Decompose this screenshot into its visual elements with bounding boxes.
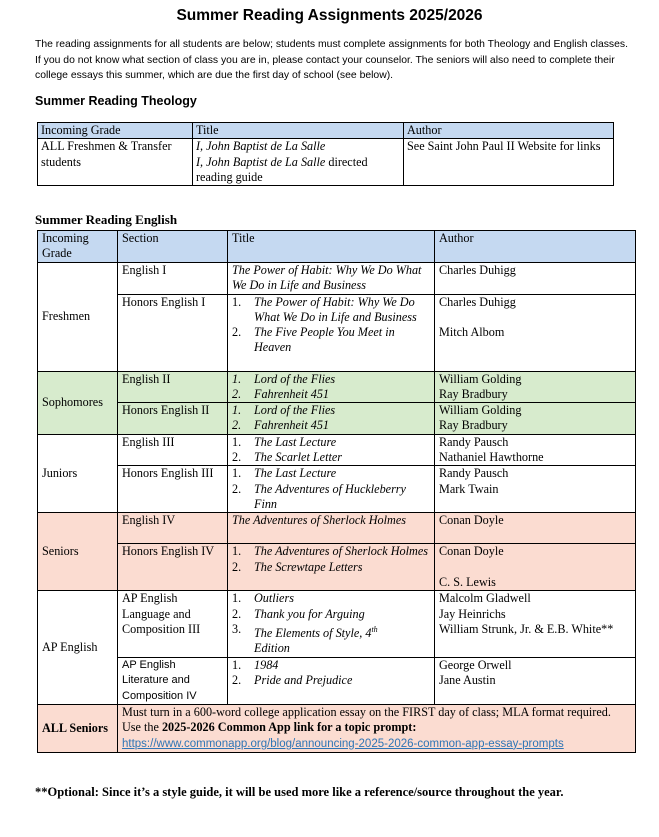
- english-header-section: Section: [118, 231, 228, 263]
- list-item: 2. Fahrenheit 451: [232, 386, 330, 401]
- list-item: 1. Outliers: [232, 591, 294, 606]
- section-honors-english-3: Honors English III: [118, 466, 228, 513]
- author-name: Ray Bradbury: [439, 386, 508, 401]
- list-item: 2. Thank you for Arguing: [232, 606, 365, 621]
- section-honors-english-2: Honors English II: [118, 403, 228, 435]
- book-title: Thank you for Arguing: [254, 606, 365, 621]
- book-title: The Adventures of Sherlock Holmes: [254, 544, 428, 559]
- author-cell: [435, 294, 636, 371]
- theology-grade: ALL Freshmen & Transfer students: [38, 139, 193, 186]
- author-name: Charles Duhigg: [439, 294, 516, 309]
- list-item: 2. Pride and Prejudice: [232, 672, 353, 687]
- college-essay-cell: [118, 705, 636, 753]
- author-name: Randy Pausch: [439, 466, 509, 481]
- author-cell: [435, 371, 636, 403]
- book-title: The Screwtape Letters: [254, 559, 363, 574]
- table-row: [38, 657, 636, 705]
- book-title: The Scarlet Letter: [254, 450, 343, 465]
- book-title: Fahrenheit 451: [254, 418, 330, 433]
- book-title: Pride and Prejudice: [254, 672, 353, 687]
- grade-juniors: Juniors: [38, 434, 118, 513]
- section-ap-language: AP English Language and Composition III: [118, 591, 228, 657]
- list-item: 3. The Elements of Style, 4th Edition: [232, 621, 378, 656]
- table-row: [38, 513, 636, 544]
- theology-heading: Summer Reading Theology: [35, 94, 197, 108]
- author-name: William Golding: [439, 371, 522, 386]
- list-item: 2. The Screwtape Letters: [232, 559, 363, 574]
- grade-seniors: Seniors: [38, 513, 118, 591]
- list-item: 1. Lord of the Flies: [232, 371, 336, 386]
- section-english-2: English II: [118, 371, 228, 403]
- author-name: Conan Doyle: [439, 544, 504, 559]
- title-cell: [228, 591, 435, 657]
- superscript: th: [371, 624, 378, 634]
- footnote: **Optional: Since it’s a style guide, it will be used more like a reference/source throughout the year.: [35, 785, 564, 799]
- title-cell: [228, 294, 435, 371]
- theology-table: [37, 122, 614, 186]
- title-cell: [228, 544, 435, 591]
- theology-title-2-rest: directed reading guide: [196, 154, 368, 184]
- table-row: [38, 294, 636, 371]
- list-item: 2. The Adventures of Huckleberry Finn: [232, 481, 406, 511]
- book-title: The Adventures of Sherlock Holmes: [232, 513, 406, 528]
- english-header-title: Title: [228, 231, 435, 263]
- book-title: The Elements of Style, 4: [254, 626, 372, 641]
- book-title: Outliers: [254, 591, 294, 606]
- author-name: Nathaniel Hawthorne: [439, 450, 544, 465]
- book-title: 1984: [254, 657, 279, 672]
- title-cell: [228, 403, 435, 435]
- list-item: 2. The Five People You Meet in Heaven: [232, 325, 395, 355]
- essay-instructions: Must turn in a 600-word college application essay on the FIRST day of class; MLA format required. Use the: [122, 705, 611, 735]
- theology-header-title: Title: [193, 123, 404, 139]
- book-title: The Last Lecture: [254, 434, 337, 449]
- author-name: Jane Austin: [439, 672, 496, 687]
- table-row: [38, 434, 636, 466]
- book-title: Edition: [254, 641, 290, 656]
- section-english-1: English I: [118, 263, 228, 295]
- author-name: William Strunk, Jr. & E.B. White**: [439, 621, 614, 636]
- table-row: [38, 466, 636, 513]
- author-name: Ray Bradbury: [439, 418, 508, 433]
- list-item: 1. The Last Lecture: [232, 466, 337, 481]
- section-honors-english-4: Honors English IV: [118, 544, 228, 591]
- english-header-author: Author: [435, 231, 636, 263]
- table-row: [38, 371, 636, 403]
- grade-freshmen: Freshmen: [38, 263, 118, 372]
- section-ap-literature: AP English Literature and Composition IV: [118, 657, 228, 705]
- title-cell: [228, 371, 435, 403]
- author-name: Mark Twain: [439, 481, 499, 496]
- theology-title-1: I, John Baptist de La Salle: [196, 139, 326, 154]
- author-name: Jay Heinrichs: [439, 606, 506, 621]
- author-name: Malcolm Gladwell: [439, 591, 531, 606]
- book-title: The Five People You Meet in Heaven: [254, 325, 395, 355]
- book-title: Fahrenheit 451: [254, 386, 330, 401]
- english-table: [37, 230, 636, 753]
- author-name: Randy Pausch: [439, 434, 509, 449]
- title-cell: [228, 263, 435, 295]
- essay-instructions-bold: 2025-2026 Common App link for a topic prompt:: [161, 720, 417, 735]
- author-cell: [435, 591, 636, 657]
- english-heading: Summer Reading English: [35, 212, 178, 227]
- theology-header-row: [38, 123, 614, 139]
- book-title: Lord of the Flies: [254, 403, 336, 418]
- author-cell: [435, 544, 636, 591]
- grade-sophomores: Sophomores: [38, 371, 118, 434]
- author-cell: Charles Duhigg: [435, 263, 636, 295]
- common-app-link[interactable]: https://www.commonapp.org/blog/announcing-2025-2026-common-app-essay-prompts: [122, 737, 564, 750]
- book-title: The Power of Habit: Why We Do What We Do in Life and Business: [232, 263, 422, 293]
- author-cell: [435, 434, 636, 466]
- title-cell: [228, 434, 435, 466]
- author-cell: [435, 657, 636, 705]
- list-item: 2. Fahrenheit 451: [232, 418, 330, 433]
- list-item: 2. The Scarlet Letter: [232, 450, 343, 465]
- grade-ap-english: AP English: [38, 591, 118, 705]
- page-title: Summer Reading Assignments 2025/2026: [176, 7, 483, 24]
- theology-title: [193, 139, 404, 186]
- list-item: 1. The Last Lecture: [232, 434, 337, 449]
- author-cell: Conan Doyle: [435, 513, 636, 544]
- intro-paragraph: The reading assignments for all students are below; students must complete assignments for both Theology and English classes. If you do not know what section of class you are in, please contact your counselor. The seniors will also need to complete their college essays this summer, which are due the first day of school (see below).: [35, 39, 628, 82]
- author-name: Mitch Albom: [439, 324, 505, 339]
- section-english-4: English IV: [118, 513, 228, 544]
- title-cell: [228, 466, 435, 513]
- section-english-3: English III: [118, 434, 228, 466]
- author-name: C. S. Lewis: [439, 574, 496, 589]
- title-cell: [228, 513, 435, 544]
- theology-header-author: Author: [404, 123, 614, 139]
- theology-row: [38, 139, 614, 186]
- title-cell: [228, 657, 435, 705]
- theology-title-2: I, John Baptist de La Salle: [196, 154, 326, 169]
- author-cell: [435, 466, 636, 513]
- table-row: [38, 263, 636, 295]
- list-item: 1. Lord of the Flies: [232, 403, 336, 418]
- list-item: 1. The Adventures of Sherlock Holmes: [232, 544, 428, 559]
- book-title: Lord of the Flies: [254, 371, 336, 386]
- table-row: [38, 705, 636, 753]
- book-title: The Power of Habit: Why We Do What We Do in Life and Business: [254, 294, 417, 324]
- book-title: The Adventures of Huckleberry Finn: [254, 481, 406, 511]
- author-cell: [435, 403, 636, 435]
- table-row: [38, 591, 636, 657]
- table-row: [38, 544, 636, 591]
- theology-author: See Saint John Paul II Website for links: [404, 139, 614, 186]
- author-name: William Golding: [439, 403, 522, 418]
- list-item: 1. 1984: [232, 657, 279, 672]
- english-header-grade: Incoming Grade: [38, 231, 118, 263]
- section-honors-english-1: Honors English I: [118, 294, 228, 371]
- english-header-row: [38, 231, 636, 263]
- table-row: [38, 403, 636, 435]
- list-item: 1. The Power of Habit: Why We Do What We Do in Life and Business: [232, 294, 417, 324]
- theology-header-grade: Incoming Grade: [38, 123, 193, 139]
- book-title: The Last Lecture: [254, 466, 337, 481]
- author-name: George Orwell: [439, 657, 512, 672]
- grade-all-seniors: ALL Seniors: [38, 705, 118, 753]
